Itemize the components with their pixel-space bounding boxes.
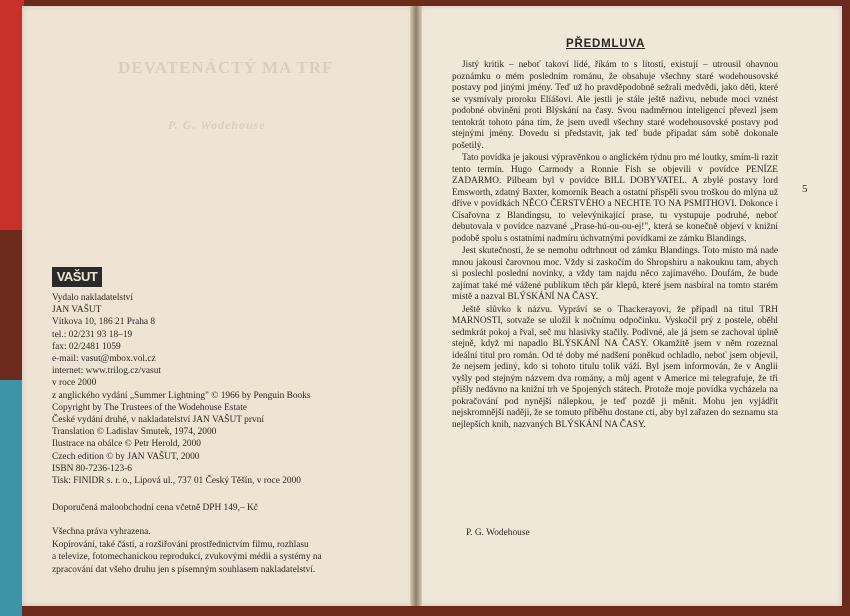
book-gutter xyxy=(410,6,422,606)
rights-notice xyxy=(52,526,392,576)
imprint-line: Tisk: FINIDR s. r. o., Lipová ul., 737 01 Český Těšín, v roce 2000 xyxy=(52,476,301,487)
publisher-logo: VAŠUT xyxy=(52,267,102,287)
imprint-block xyxy=(52,292,392,487)
rights-line: zpracování dat všeho druhu jen s písemným souhlasem nakladatelství. xyxy=(52,564,316,575)
chapter-title: PŘEDMLUVA xyxy=(566,38,646,50)
imprint-line: ISBN 80-7236-123-6 xyxy=(52,463,132,474)
preface-paragraph: Jistý kritik – neboť takoví lidé, říkám to s lítostí, existují – utrousil ohavnou poznámku o mém posledním románu, že obsahuje všechny staré wodehousovské postavy pod jinými jmény. Teď už ho pravděpodobně sežrali medvědi, jako děti, které se vysmívaly proroku Elíášovi. Ale jestli je stále ještě naživu, nebude moci vznést podobné obvinění proti Blýskání na časy. Svou nadměrnou inteligencí převezl jsem tentokrát tohoto pána tím, že jsem uvedl všechny staré wodehousovské postavy pod stejnými jmény. Dovedu si představit, jak teď bude připadat sám sobě dokonale pošetilý. xyxy=(452,60,778,151)
imprint-line: internet: www.trilog.cz/vasut xyxy=(52,366,161,377)
preface-body xyxy=(452,60,778,432)
imprint-line: Copyright by The Trustees of the Wodehouse Estate xyxy=(52,402,247,413)
imprint-line: České vydání druhé, v nakladatelství JAN VAŠUT první xyxy=(52,415,264,426)
imprint-line: Ilustrace na obálce © Petr Herold, 2000 xyxy=(52,439,201,450)
price-line: Doporučená maloobchodní cena včetně DPH 149,– Kč xyxy=(52,503,258,513)
preface-paragraph: Ještě slůvko k názvu. Vypráví se o Thackerayovi, že případl na titul TRH MARNOSTI, sotvaže se uložil k nočnímu odpočinku. Vyskočil prý z postele, oběhl sedmkrát pokoj a řval, seč mu hlasivky stačily. Podivné, ale já jsem se zachoval úplně stejně, když mi napadlo BLÝSKÁNÍ NA ČASY. Okamžitě jsem v něm rozeznal ideální titul pro román. Od té doby mé nadšení poněkud ochladlo, neboť jsem objevil, že nejsem jediný, kdo si tohoto titulu tolik váží. Byl jsem informován, že v Anglii vyšly pod stejným názvem dva romány, a můj agent v Americe mi telegrafuje, že tři přišly nedávno na knižní trh ve Spojených státech. Protože moje povídka vycházela na pokračování pod nynější nálepkou, je teď pozdě ji měnit. Mohu jen vyjádřit nejskromnější naději, že se tomuto příběhu dostane cti, aby byl zařazen do seznamu sta nejlepších knih, nazvaných BLÝSKÁNÍ NA ČASY. xyxy=(452,304,778,430)
imprint-line: z anglického vydání „Summer Lightning" © 1966 by Penguin Books xyxy=(52,390,311,401)
preface-paragraph: Jest skutečností, že se nemohu odtrhnout od zámku Blandings. Toto místo má nade mnou jakousi čarovnou moc. Vždy si zaskočím do Shropshiru a nakouknu tam, abych si poslechl poslední novinky, a vždy tam najdu něco zajímavého. Doufám, že bude zajímat také mé vážené publikum těch pár klepů, které jsem nasbíral na tomto starém místě a nazval BLÝSKÁNÍ NA ČASY. xyxy=(452,246,778,302)
page-number: 5 xyxy=(802,183,808,195)
show-through-title: DEVATENÁCTÝ MA TRF xyxy=(118,58,334,77)
rights-line: a televize, fotomechanickou reprodukcí, zvukovými médii a systémy na xyxy=(52,552,322,563)
rights-line: Kopírování, také částí, a rozšiřování prostřednictvím filmu, rozhlasu xyxy=(52,539,309,550)
imprint-line: v roce 2000 xyxy=(52,378,97,389)
imprint-line: Czech edition © by JAN VAŠUT, 2000 xyxy=(52,451,200,462)
cover-edge-red xyxy=(0,0,24,230)
cover-edge-teal xyxy=(0,380,22,616)
imprint-line: fax: 02/2481 1059 xyxy=(52,341,121,352)
show-through-subtitle: P. G. Wodehouse xyxy=(168,118,266,132)
author-signature: P. G. Wodehouse xyxy=(466,528,530,538)
imprint-line: Vítkova 10, 186 21 Praha 8 xyxy=(52,317,156,328)
preface-paragraph: Tato povídka je jakousi výpravěnkou o anglickém týdnu pro mé loutky, smím-li razit tento termín. Hugo Carmody a Ronnie Fish se objevili v povídce PENÍZE ZADARMO. Pilbeam byl v povídce BILL DOBYVATEL. A zbylé postavy lord Emsworth, zdatný Baxter, komorník Beach a ostatní přispěli svou troškou do mlýna už dříve v povídkách NĚCO ČERSTVÉHO a NECHTE TO NA PSMITHOVI. Dokonce i Císařovna z Blandingsu, to velevýnikající prase, tu vystupuje podruhé, neboť debutovala v povídce nazvané „Prase-hú-ou-ou-ej!", která se konečně objeví v knižní podobě spolu s ostatními nadmíru úchvatnými povídkami ze zámku Blandings. xyxy=(452,153,778,244)
rights-line: Všechna práva vyhrazena. xyxy=(52,527,151,537)
imprint-line: e-mail: vasut@mbox.vol.cz xyxy=(52,354,156,365)
imprint-line: Vydalo nakladatelství xyxy=(52,293,133,303)
imprint-line: tel.: 02/231 93 18–19 xyxy=(52,329,133,340)
imprint-line: JAN VAŠUT xyxy=(52,305,102,316)
imprint-line: Translation © Ladislav Smutek, 1974, 2000 xyxy=(52,427,217,438)
